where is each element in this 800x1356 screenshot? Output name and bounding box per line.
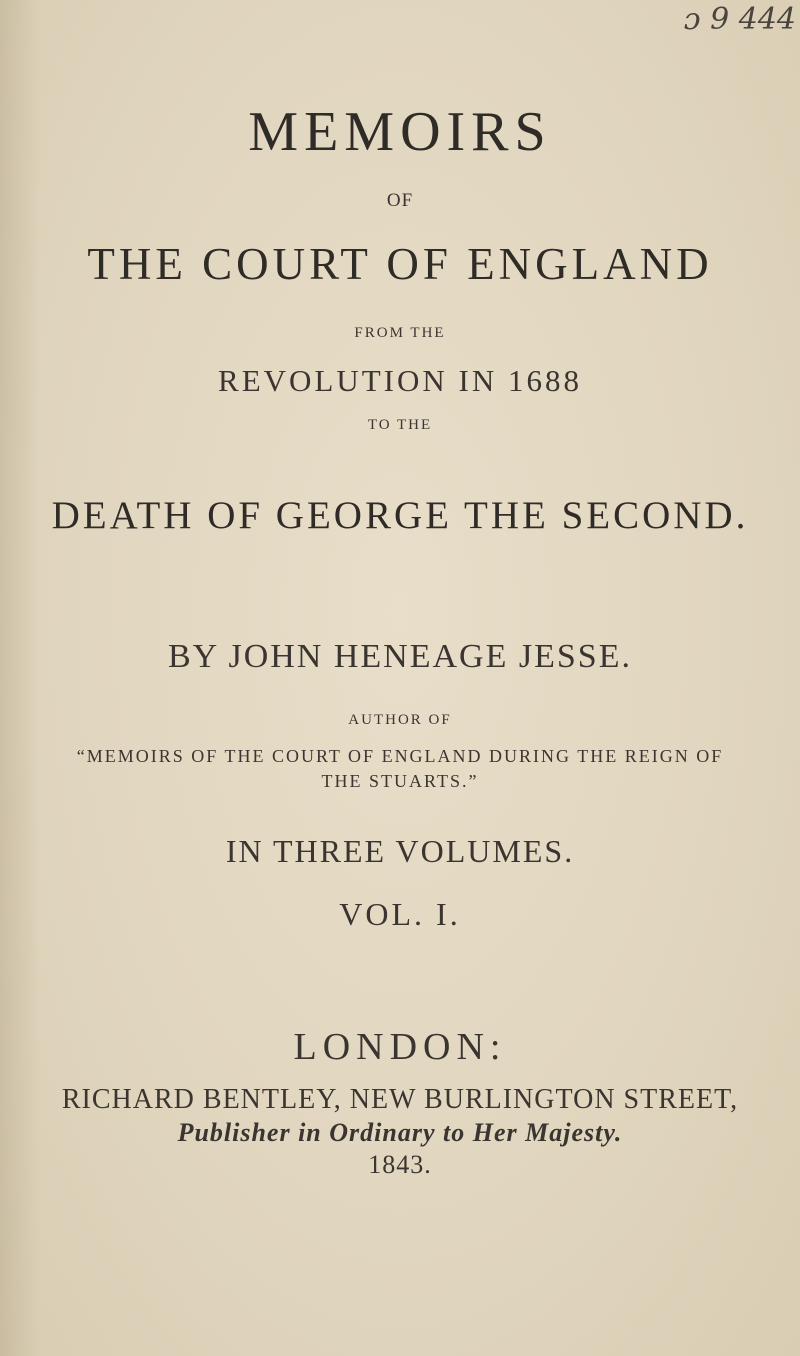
previous-work-line-2: THE STUARTS.”	[321, 771, 479, 791]
title-death-of-george: DEATH OF GEORGE THE SECOND.	[51, 494, 749, 537]
imprint-london: LONDON:	[293, 1026, 507, 1068]
title-revolution: REVOLUTION IN 1688	[218, 363, 582, 398]
previous-work-line-1: “MEMOIRS OF THE COURT OF ENGLAND DURING THE REIGN OF	[76, 746, 724, 766]
author-of-label: AUTHOR OF	[348, 712, 452, 728]
title-of: OF	[386, 190, 414, 211]
handwritten-shelfmark: ɔ 9 444	[683, 2, 796, 37]
volumes-line: IN THREE VOLUMES.	[225, 833, 575, 869]
imprint-year: 1843.	[368, 1150, 432, 1179]
title-court-of-england: THE COURT OF ENGLAND	[87, 239, 713, 289]
title-to-the: TO THE	[367, 417, 433, 433]
imprint-publisher: RICHARD BENTLEY, NEW BURLINGTON STREET,	[61, 1084, 739, 1115]
author-line: BY JOHN HENEAGE JESSE.	[168, 638, 632, 675]
title-memoirs: MEMOIRS	[248, 101, 552, 163]
title-from-the: FROM THE	[354, 325, 446, 341]
volume-number: VOL. I.	[339, 896, 461, 932]
imprint-publisher-note: Publisher in Ordinary to Her Majesty.	[177, 1118, 623, 1147]
